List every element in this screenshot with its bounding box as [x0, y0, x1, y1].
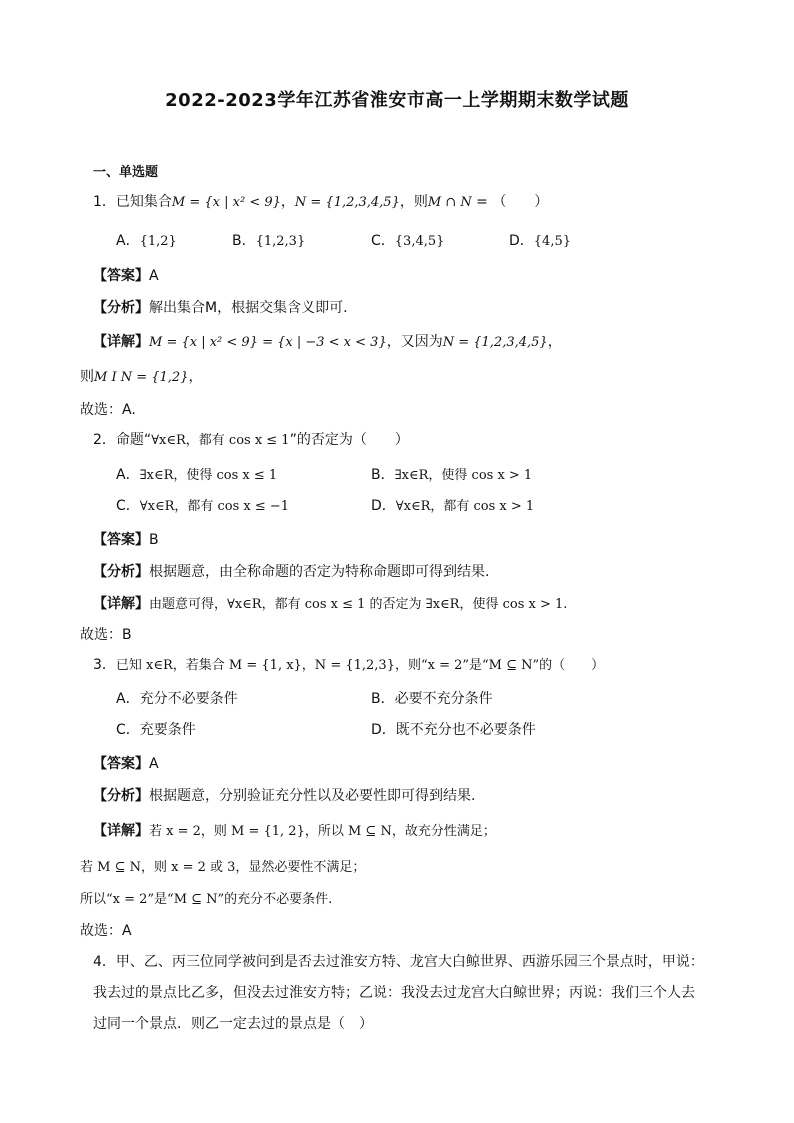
- question-4-line-3: 过同一个景点．则乙一定去过的景点是（ ）: [93, 1016, 373, 1032]
- q1-analysis: 【分析】解出集合M，根据交集含义即可.: [93, 300, 348, 316]
- question-number: 3．: [93, 657, 116, 673]
- page-title: 2022-2023学年江苏省淮安市高一上学期期末数学试题: [165, 90, 629, 111]
- q2-option-c: C．∀x∈R，都有 cos x ≤ −1: [116, 498, 290, 514]
- q1-option-a: A．{1,2}: [116, 233, 177, 249]
- q3-detail-2: 若 M ⊆ N，则 x = 2 或 3，显然必要性不满足；: [80, 860, 366, 875]
- question-3: 3．已知 x∈R，若集合 M = {1, x}，N = {1,2,3}，则“x = 2”是“M ⊆ N”的（ ）: [93, 657, 605, 673]
- q3-detail-3: 所以“x = 2”是“M ⊆ N”的充分不必要条件.: [80, 892, 333, 907]
- question-4-line-2: 我去过的景点比乙多，但没去过淮安方特；乙说：我没去过龙宫大白鲸世界；丙说：我们三个人去: [93, 985, 695, 1001]
- q2-option-d: D．∀x∈R，都有 cos x > 1: [371, 498, 535, 514]
- q2-conclusion: 故选：B: [80, 627, 132, 643]
- question-4: 4．甲、乙、丙三位同学被问到是否去过淮安方特、龙宫大白鲸世界、西游乐园三个景点时，甲说：: [93, 954, 704, 970]
- q3-option-b: B．必要不充分条件: [371, 691, 493, 707]
- q1-answer: 【答案】A: [93, 268, 159, 284]
- q3-option-d: D．既不充分也不必要条件: [371, 722, 536, 738]
- q1-conclusion: 故选：A.: [80, 402, 136, 418]
- q1-option-c: C．{3,4,5}: [371, 233, 445, 249]
- q2-answer: 【答案】B: [93, 532, 159, 548]
- q3-detail: 【详解】若 x = 2，则 M = {1, 2}，所以 M ⊆ N，故充分性满足；: [93, 823, 496, 839]
- q1-detail: 【详解】M = {x | x² < 9} = {x | −3 < x < 3}，又因为N = {1,2,3,4,5}，: [93, 334, 562, 350]
- q3-conclusion: 故选：A: [80, 923, 132, 939]
- question-number: 4．: [93, 954, 116, 970]
- q1-option-d: D．{4,5}: [509, 233, 571, 249]
- q2-option-a: A．∃x∈R，使得 cos x ≤ 1: [116, 467, 278, 483]
- question-1: 1．已知集合M = {x | x² < 9}，N = {1,2,3,4,5}，则M ∩ N = （ ）: [93, 194, 549, 210]
- section-heading: 一、单选题: [93, 165, 159, 180]
- question-2: 2．命题“∀x∈R，都有 cos x ≤ 1”的否定为（ ）: [93, 432, 409, 448]
- q2-analysis: 【分析】根据题意，由全称命题的否定为特称命题即可得到结果.: [93, 564, 490, 580]
- q3-analysis: 【分析】根据题意，分别验证充分性以及必要性即可得到结果.: [93, 788, 476, 804]
- question-number: 1．: [93, 194, 116, 210]
- q2-detail: 【详解】由题意可得，∀x∈R，都有 cos x ≤ 1 的否定为 ∃x∈R，使得 cos x > 1.: [93, 596, 568, 612]
- q1-option-b: B．{1,2,3}: [232, 233, 306, 249]
- q2-option-b: B．∃x∈R，使得 cos x > 1: [371, 467, 533, 483]
- q1-detail-2: 则M I N = {1,2}，: [80, 369, 203, 385]
- q3-option-a: A．充分不必要条件: [116, 691, 238, 707]
- q3-answer: 【答案】A: [93, 756, 159, 772]
- q3-option-c: C．充要条件: [116, 722, 196, 738]
- question-number: 2．: [93, 432, 116, 448]
